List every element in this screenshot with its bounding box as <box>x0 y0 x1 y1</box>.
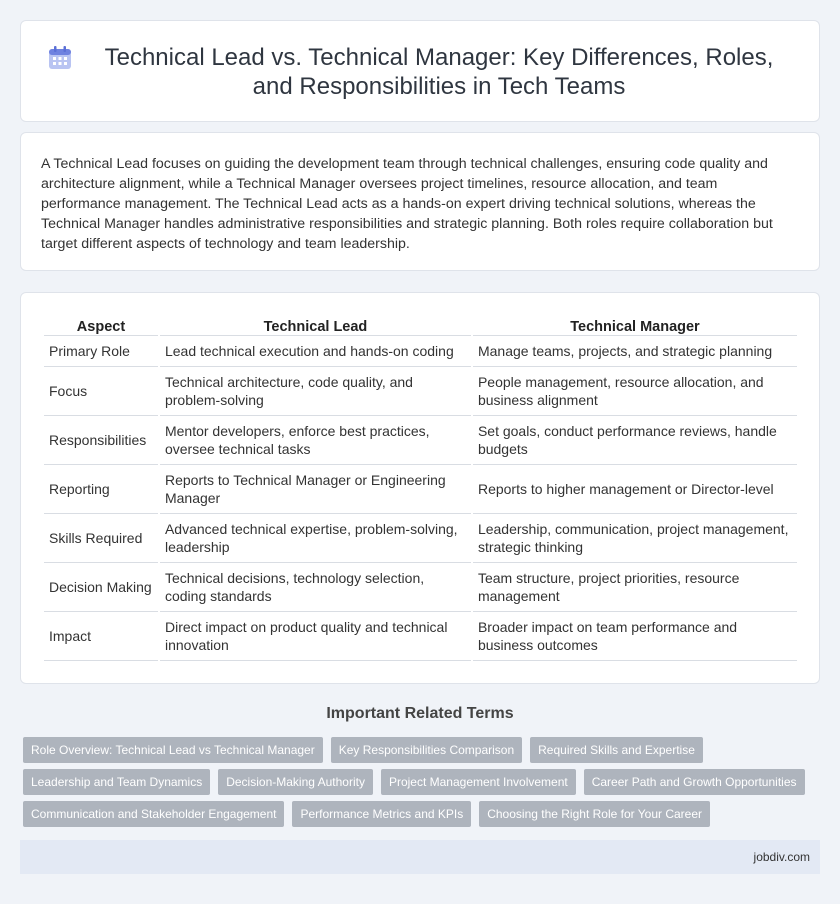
table-row <box>44 416 797 465</box>
related-term-tag[interactable]: Role Overview: Technical Lead vs Technical Manager <box>23 737 323 763</box>
table-cell-lead: Advanced technical expertise, problem-solving, leadership <box>160 514 471 563</box>
table-row <box>44 612 797 661</box>
page-title: Technical Lead vs. Technical Manager: Key Differences, Roles, and Responsibilities in Tech Teams <box>104 44 774 100</box>
table-row <box>44 465 797 514</box>
tag-row <box>23 769 823 795</box>
table-cell-lead: Technical decisions, technology selection, coding standards <box>160 563 471 612</box>
related-term-tag[interactable]: Key Responsibilities Comparison <box>331 737 522 763</box>
table-row <box>44 367 797 416</box>
table-cell-manager: Leadership, communication, project management, strategic thinking <box>473 514 797 563</box>
table-header-row <box>44 314 797 336</box>
intro-card <box>20 132 820 271</box>
related-terms-list <box>23 737 823 833</box>
intro-paragraph: A Technical Lead focuses on guiding the development team through technical challenges, ensuring code quality and architecture alignment, while a Technical Manager oversees project timelines, resource allocation, and team performance management. The Technical Lead acts as a hands-on expert driving technical solutions, whereas the Technical Manager handles administrative responsibilities and strategic planning. Both roles require collaboration but target different aspects of technology and team leadership. <box>41 156 773 252</box>
related-term-tag[interactable]: Decision-Making Authority <box>218 769 373 795</box>
title-card <box>20 20 820 122</box>
table-cell-aspect: Skills Required <box>44 514 158 563</box>
table-cell-manager: Broader impact on team performance and business outcomes <box>473 612 797 661</box>
table-cell-lead: Mentor developers, enforce best practices, oversee technical tasks <box>160 416 471 465</box>
table-cell-aspect: Primary Role <box>44 336 158 367</box>
table-cell-manager: People management, resource allocation, and business alignment <box>473 367 797 416</box>
table-cell-aspect: Focus <box>44 367 158 416</box>
related-term-tag[interactable]: Choosing the Right Role for Your Career <box>479 801 710 827</box>
table-row <box>44 336 797 367</box>
table-cell-manager: Manage teams, projects, and strategic planning <box>473 336 797 367</box>
tag-row <box>23 801 823 827</box>
related-term-tag[interactable]: Project Management Involvement <box>381 769 576 795</box>
header-aspect: Aspect <box>44 314 158 336</box>
header-technical-lead: Technical Lead <box>160 314 471 336</box>
table-cell-lead: Technical architecture, code quality, and problem-solving <box>160 367 471 416</box>
related-term-tag[interactable]: Required Skills and Expertise <box>530 737 703 763</box>
comparison-table <box>42 314 799 661</box>
related-term-tag[interactable]: Performance Metrics and KPIs <box>292 801 471 827</box>
table-cell-aspect: Reporting <box>44 465 158 514</box>
table-cell-lead: Lead technical execution and hands-on coding <box>160 336 471 367</box>
related-terms-title: Important Related Terms <box>326 705 514 722</box>
table-cell-aspect: Decision Making <box>44 563 158 612</box>
footer <box>20 840 820 874</box>
table-row <box>44 514 797 563</box>
related-term-tag[interactable]: Communication and Stakeholder Engagement <box>23 801 284 827</box>
footer-site-link[interactable]: jobdiv.com <box>753 850 810 864</box>
table-cell-aspect: Responsibilities <box>44 416 158 465</box>
header-technical-manager: Technical Manager <box>473 314 797 336</box>
table-cell-manager: Reports to higher management or Director-level <box>473 465 797 514</box>
comparison-card <box>20 292 820 684</box>
related-term-tag[interactable]: Career Path and Growth Opportunities <box>584 769 805 795</box>
table-cell-manager: Team structure, project priorities, resource management <box>473 563 797 612</box>
table-cell-lead: Reports to Technical Manager or Engineering Manager <box>160 465 471 514</box>
related-term-tag[interactable]: Leadership and Team Dynamics <box>23 769 210 795</box>
table-cell-lead: Direct impact on product quality and technical innovation <box>160 612 471 661</box>
table-row <box>44 563 797 612</box>
table-cell-aspect: Impact <box>44 612 158 661</box>
table-cell-manager: Set goals, conduct performance reviews, handle budgets <box>473 416 797 465</box>
tag-row <box>23 737 823 763</box>
